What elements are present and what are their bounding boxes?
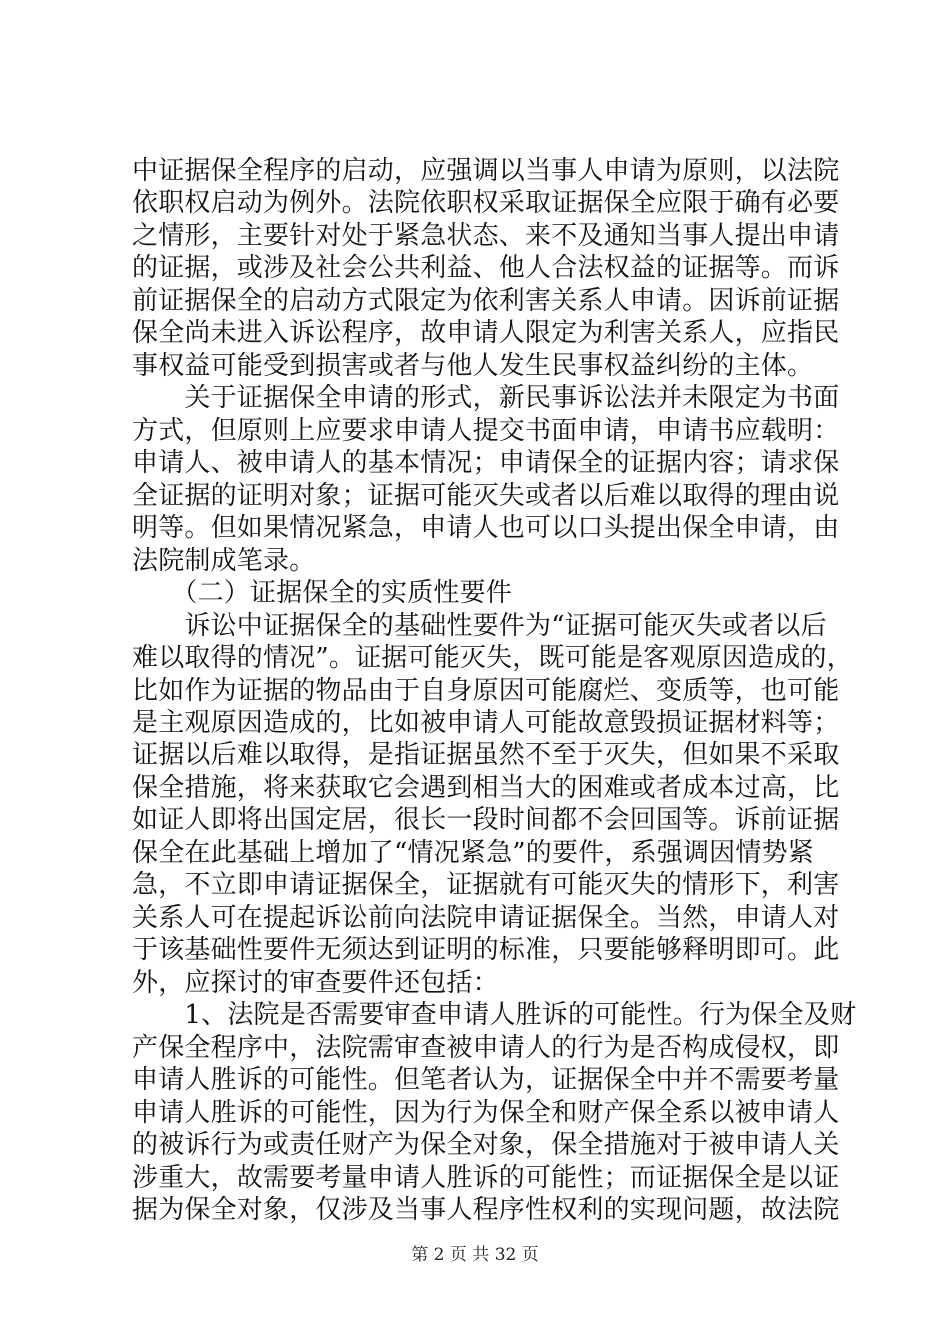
text-line: 申请人胜诉的可能性，因为行为保全和财产保全系以被申请人: [132, 1098, 840, 1128]
text-line: 于该基础性要件无须达到证明的标准，只要能够释明即可。此: [132, 935, 840, 965]
text-line: 法院制成笔录。: [132, 546, 316, 576]
text-line: 事权益可能受到损害或者与他人发生民事权益纠纷的主体。: [132, 351, 814, 381]
text-line: 方式，但原则上应要求申请人提交书面申请，申请书应载明：: [132, 416, 840, 446]
text-line: 申请人、被申请人的基本情况；申请保全的证据内容；请求保: [132, 448, 840, 478]
text-line: 明等。但如果情况紧急，申请人也可以口头提出保全申请，由: [132, 513, 840, 543]
text-line: 是主观原因造成的，比如被申请人可能故意毁损证据材料等；: [132, 708, 840, 738]
text-line: 急，不立即申请证据保全，证据就有可能灭失的情形下，利害: [132, 870, 840, 900]
text-line: 依职权启动为例外。法院依职权采取证据保全应限于确有必要: [132, 188, 840, 218]
text-line: 比如作为证据的物品由于自身原因可能腐烂、变质等，也可能: [132, 676, 840, 706]
text-line: 之情形，主要针对处于紧急状态、来不及通知当事人提出申请: [132, 221, 840, 251]
text-line: 全证据的证明对象；证据可能灭失或者以后难以取得的理由说: [132, 481, 840, 511]
text-line: 申请人胜诉的可能性。但笔者认为，证据保全中并不需要考量: [132, 1065, 840, 1095]
text-line: 难以取得的情况”。证据可能灭失，既可能是客观原因造成的，: [132, 643, 853, 673]
text-line: 中证据保全程序的启动，应强调以当事人申请为原则，以法院: [132, 156, 840, 186]
text-line: 保全在此基础上增加了“情况紧急”的要件，系强调因情势紧: [132, 838, 814, 868]
text-line: 关系人可在提起诉讼前向法院申请证据保全。当然，申请人对: [132, 903, 840, 933]
text-line: 保全尚未进入诉讼程序，故申请人限定为利害关系人，应指民: [132, 318, 840, 348]
text-line: 前证据保全的启动方式限定为依利害关系人申请。因诉前证据: [132, 286, 840, 316]
text-line: 证据以后难以取得，是指证据虽然不至于灭失，但如果不采取: [132, 740, 840, 770]
page-number: 第 2 页 共 32 页: [411, 1245, 539, 1265]
text-line: 的证据，或涉及社会公共利益、他人合法权益的证据等。而诉: [132, 253, 840, 283]
text-line: 如证人即将出国定居，很长一段时间都不会回国等。诉前证据: [132, 805, 840, 835]
text-line: 保全措施，将来获取它会遇到相当大的困难或者成本过高，比: [132, 773, 840, 803]
text-line: 1、法院是否需要审查申请人胜诉的可能性。行为保全及财: [132, 1000, 857, 1030]
text-line: 产保全程序中，法院需审查被申请人的行为是否构成侵权，即: [132, 1033, 840, 1063]
section-heading: （二）证据保全的实质性要件: [132, 578, 513, 608]
text-line: 外，应探讨的审查要件还包括：: [132, 968, 499, 998]
text-line: 关于证据保全申请的形式，新民事诉讼法并未限定为书面: [132, 383, 840, 413]
text-line: 据为保全对象，仅涉及当事人程序性权利的实现问题，故法院: [132, 1195, 840, 1225]
text-line: 涉重大，故需要考量申请人胜诉的可能性；而证据保全是以证: [132, 1163, 840, 1193]
text-line: 的被诉行为或责任财产为保全对象，保全措施对于被申请人关: [132, 1130, 840, 1160]
text-line: 诉讼中证据保全的基础性要件为“证据可能灭失或者以后: [132, 611, 827, 641]
